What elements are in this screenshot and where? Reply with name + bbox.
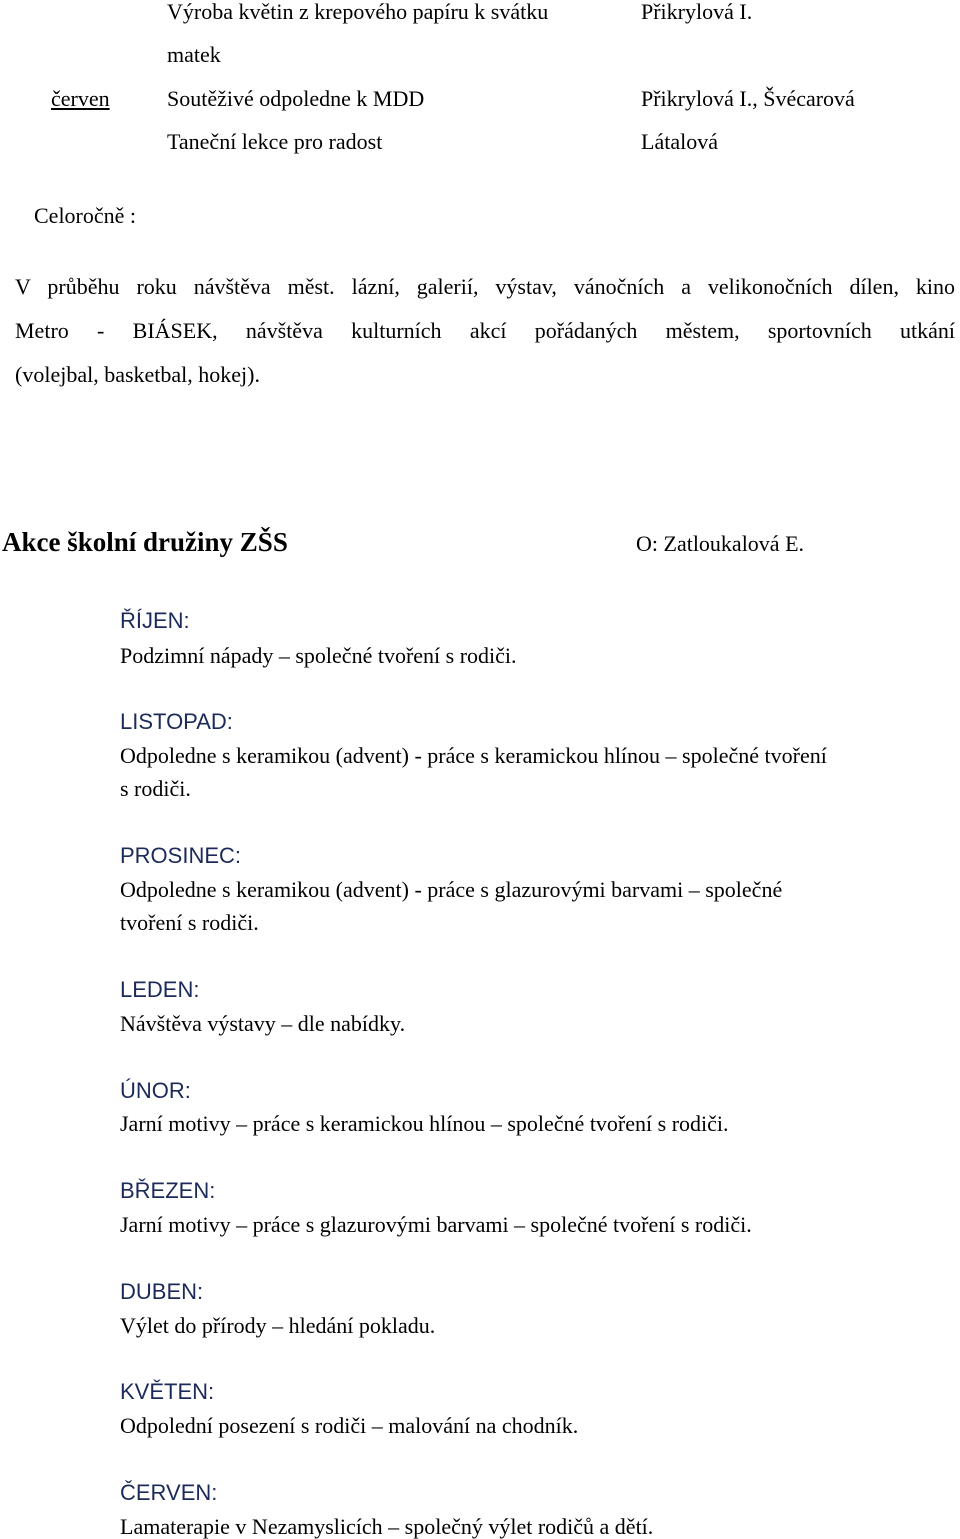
- month-heading: BŘEZEN:: [120, 1178, 216, 1203]
- activity-text: Výroba květin z krepového papíru k svátku: [167, 0, 549, 24]
- activity-text: Podzimní nápady – společné tvoření s rodiči.: [120, 643, 517, 668]
- activity-text: Odpoledne s keramikou (advent) - práce s glazurovými barvami – společné: [120, 877, 783, 902]
- activity-text: Taneční lekce pro radost: [167, 129, 383, 154]
- month-label: červen: [51, 86, 110, 111]
- responsible-person: O: Zatloukalová E.: [636, 531, 805, 556]
- responsible-person: Přikrylová I.: [641, 0, 753, 24]
- activity-text: tvoření s rodiči.: [120, 910, 259, 935]
- activity-text: Lamaterapie v Nezamyslicích – společný výlet rodičů a dětí.: [120, 1514, 654, 1539]
- page-title: Akce školní družiny ZŠS: [2, 527, 288, 557]
- month-heading: PROSINEC:: [120, 843, 242, 868]
- paragraph-line: Metro - BIÁSEK, návštěva kulturních akcí pořádaných městem, sportovních utkání: [15, 318, 955, 343]
- month-heading: ÚNOR:: [120, 1078, 191, 1103]
- responsible-person: Látalová: [641, 129, 718, 154]
- activity-text: Soutěživé odpoledne k MDD: [167, 86, 425, 111]
- section-heading: Celoročně :: [34, 203, 137, 228]
- activity-text: Jarní motivy – práce s glazurovými barvami – společné tvoření s rodiči.: [120, 1212, 752, 1237]
- activity-text: Návštěva výstavy – dle nabídky.: [120, 1011, 406, 1036]
- month-heading: DUBEN:: [120, 1279, 204, 1304]
- paragraph-line: (volejbal, basketbal, hokej).: [15, 362, 260, 387]
- activity-text: matek: [167, 42, 221, 67]
- activity-text: s rodiči.: [120, 776, 191, 801]
- paragraph-line: V průběhu roku návštěva měst. lázní, galerií, výstav, vánočních a velikonočních dílen, kino: [15, 274, 955, 299]
- activity-text: Jarní motivy – práce s keramickou hlínou – společné tvoření s rodiči.: [120, 1111, 729, 1136]
- month-heading: LEDEN:: [120, 977, 200, 1002]
- activity-text: Odpolední posezení s rodiči – malování na chodník.: [120, 1413, 579, 1438]
- month-heading: LISTOPAD:: [120, 709, 233, 734]
- activity-text: Výlet do přírody – hledání pokladu.: [120, 1313, 436, 1338]
- month-heading: KVĚTEN:: [120, 1379, 215, 1404]
- month-heading: ŘÍJEN:: [120, 608, 190, 633]
- activity-text: Odpoledne s keramikou (advent) - práce s keramickou hlínou – společné tvoření: [120, 743, 827, 768]
- responsible-person: Přikrylová I., Švécarová: [641, 86, 855, 111]
- month-heading: ČERVEN:: [120, 1480, 218, 1505]
